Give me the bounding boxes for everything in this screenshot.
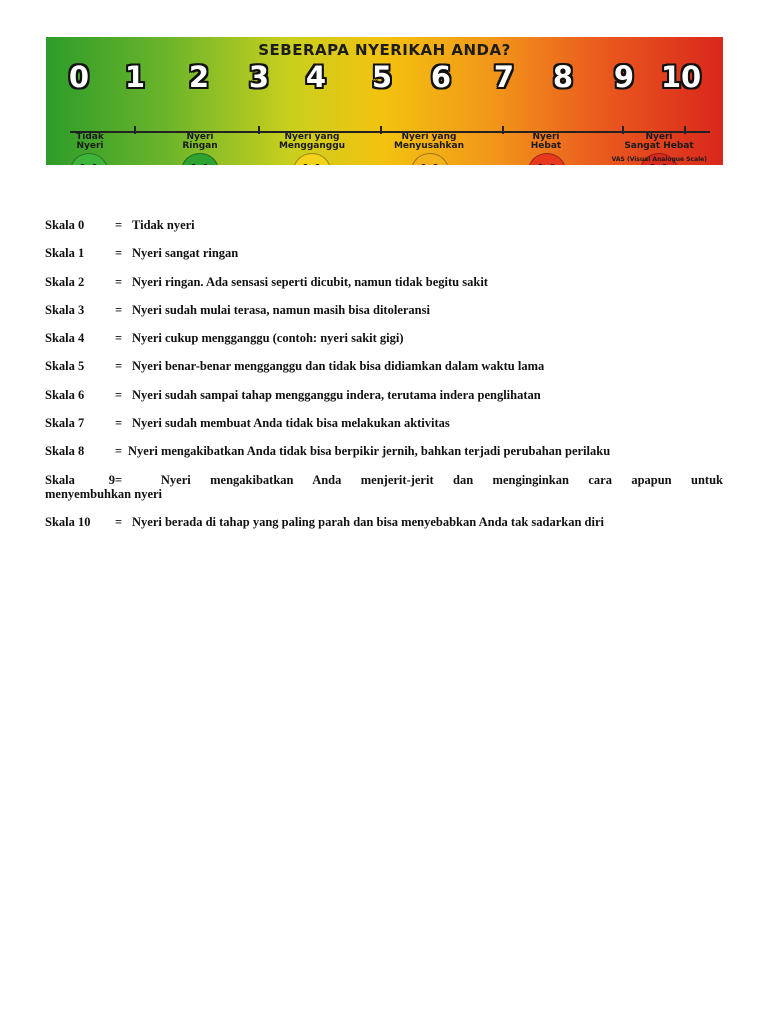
scale-tick xyxy=(380,126,382,134)
scale-tick xyxy=(258,126,260,134)
scale-description: Nyeri berada di tahap yang paling parah dan bisa menyebabkan Anda tak sadarkan diri xyxy=(132,515,604,529)
scale-label: Skala 2 xyxy=(45,275,85,289)
scale-description: Nyeri sudah membuat Anda tidak bisa melakukan aktivitas xyxy=(132,416,450,430)
label-nyeri-menyusahkan: Nyeri yang Menyusahkan xyxy=(393,132,465,151)
scale-description: Nyeri cukup mengganggu (contoh: nyeri sakit gigi) xyxy=(132,331,404,345)
scale-description: Nyeri benar-benar mengganggu dan tidak bisa didiamkan dalam waktu lama xyxy=(132,359,545,373)
scale-number-2: 2 xyxy=(188,60,210,94)
list-item: Skala 5 = Nyeri benar-benar mengganggu dan tidak bisa didiamkan dalam waktu lama xyxy=(45,359,545,373)
slight-smile-face-icon xyxy=(181,153,219,165)
scale-number-4: 4 xyxy=(305,60,327,94)
list-item: Skala 4 = Nyeri cukup mengganggu (contoh: nyeri sakit gigi) xyxy=(45,331,404,345)
list-item: Skala 8 = Nyeri mengakibatkan Anda tidak bisa berpikir jernih, bahkan terjadi perubahan perilaku xyxy=(45,444,611,458)
pain-scale-banner xyxy=(46,37,723,165)
smiling-face-icon xyxy=(70,153,108,165)
scale-description: Nyeri mengakibatkan Anda tidak bisa berpikir jernih, bahkan terjadi perubahan perilaku xyxy=(128,444,611,458)
list-item: Skala 10 = Nyeri berada di tahap yang paling parah dan bisa menyebabkan Anda tak sadarkan diri xyxy=(45,515,604,529)
scale-number-6: 6 xyxy=(430,60,452,94)
label-nyeri-ringan: Nyeri Ringan xyxy=(182,132,218,151)
list-item: Skala 6 = Nyeri sudah sampai tahap mengganggu indera, terutama indera penglihatan xyxy=(45,388,541,402)
scale-description: Nyeri mengakibatkan Anda menjerit-jerit dan menginginkan cara apapun untuk xyxy=(160,473,723,487)
label-tidak-nyeri: Tidak Nyeri xyxy=(76,132,104,151)
scale-label: Skala 0 xyxy=(45,218,85,232)
scale-label: Skala 3 xyxy=(45,303,85,317)
scale-label: Skala 1 xyxy=(45,246,85,260)
scale-number-1: 1 xyxy=(124,60,146,94)
scale-label: Skala 5 xyxy=(45,359,85,373)
scale-description: Nyeri ringan. Ada sensasi seperti dicubit, namun tidak begitu sakit xyxy=(132,275,488,289)
list-item: Skala 3 = Nyeri sudah mulai terasa, namun masih bisa ditoleransi xyxy=(45,303,430,317)
list-item: Skala 1 = Nyeri sangat ringan xyxy=(45,246,239,260)
scale-description: Nyeri sudah sampai tahap mengganggu indera, terutama indera penglihatan xyxy=(132,388,541,402)
scale-description: Nyeri sudah mulai terasa, namun masih bisa ditoleransi xyxy=(132,303,430,317)
scale-number-10: 10 xyxy=(660,60,702,94)
list-item: Skala 7 = Nyeri sudah membuat Anda tidak bisa melakukan aktivitas xyxy=(45,416,450,430)
scale-label: Skala 4 xyxy=(45,331,85,345)
vas-footnote: VAS (Visual Analogue Scale) xyxy=(611,156,707,163)
scale-number-5: 5 xyxy=(371,60,393,94)
scale-label: Skala 9 xyxy=(45,473,115,487)
scale-label: Skala 6 xyxy=(45,388,85,402)
scale-label: Skala 8 xyxy=(45,444,85,458)
scale-description: Tidak nyeri xyxy=(132,218,195,232)
list-item: Skala 0 = Tidak nyeri xyxy=(45,218,195,232)
label-nyeri-mengganggu: Nyeri yang Mengganggu xyxy=(278,132,346,151)
scale-label: Skala 10 xyxy=(45,515,91,529)
scale-number-8: 8 xyxy=(552,60,574,94)
scale-description: Nyeri sangat ringan xyxy=(132,246,239,260)
neutral-face-icon xyxy=(293,153,331,165)
scale-number-0: 0 xyxy=(68,60,90,94)
list-item: Skala 2 = Nyeri ringan. Ada sensasi seperti dicubit, namun tidak begitu sakit xyxy=(45,275,488,289)
list-item: Skala 9= Nyeri mengakibatkan Anda menjerit-jerit dan menginginkan cara apapun untuk menyembuhkan nyeri xyxy=(45,473,723,501)
scale-number-9: 9 xyxy=(613,60,635,94)
banner-title: SEBERAPA NYERIKAH ANDA? xyxy=(258,41,511,59)
scale-description-continued: menyembuhkan nyeri xyxy=(45,487,163,501)
scale-number-7: 7 xyxy=(493,60,515,94)
scale-label: Skala 7 xyxy=(45,416,85,430)
label-nyeri-sangat-hebat: Nyeri Sangat Hebat xyxy=(624,132,694,151)
frowning-face-icon xyxy=(411,153,449,165)
label-nyeri-hebat: Nyeri Hebat xyxy=(530,132,562,151)
crying-face-icon xyxy=(528,153,566,165)
scale-number-3: 3 xyxy=(248,60,270,94)
